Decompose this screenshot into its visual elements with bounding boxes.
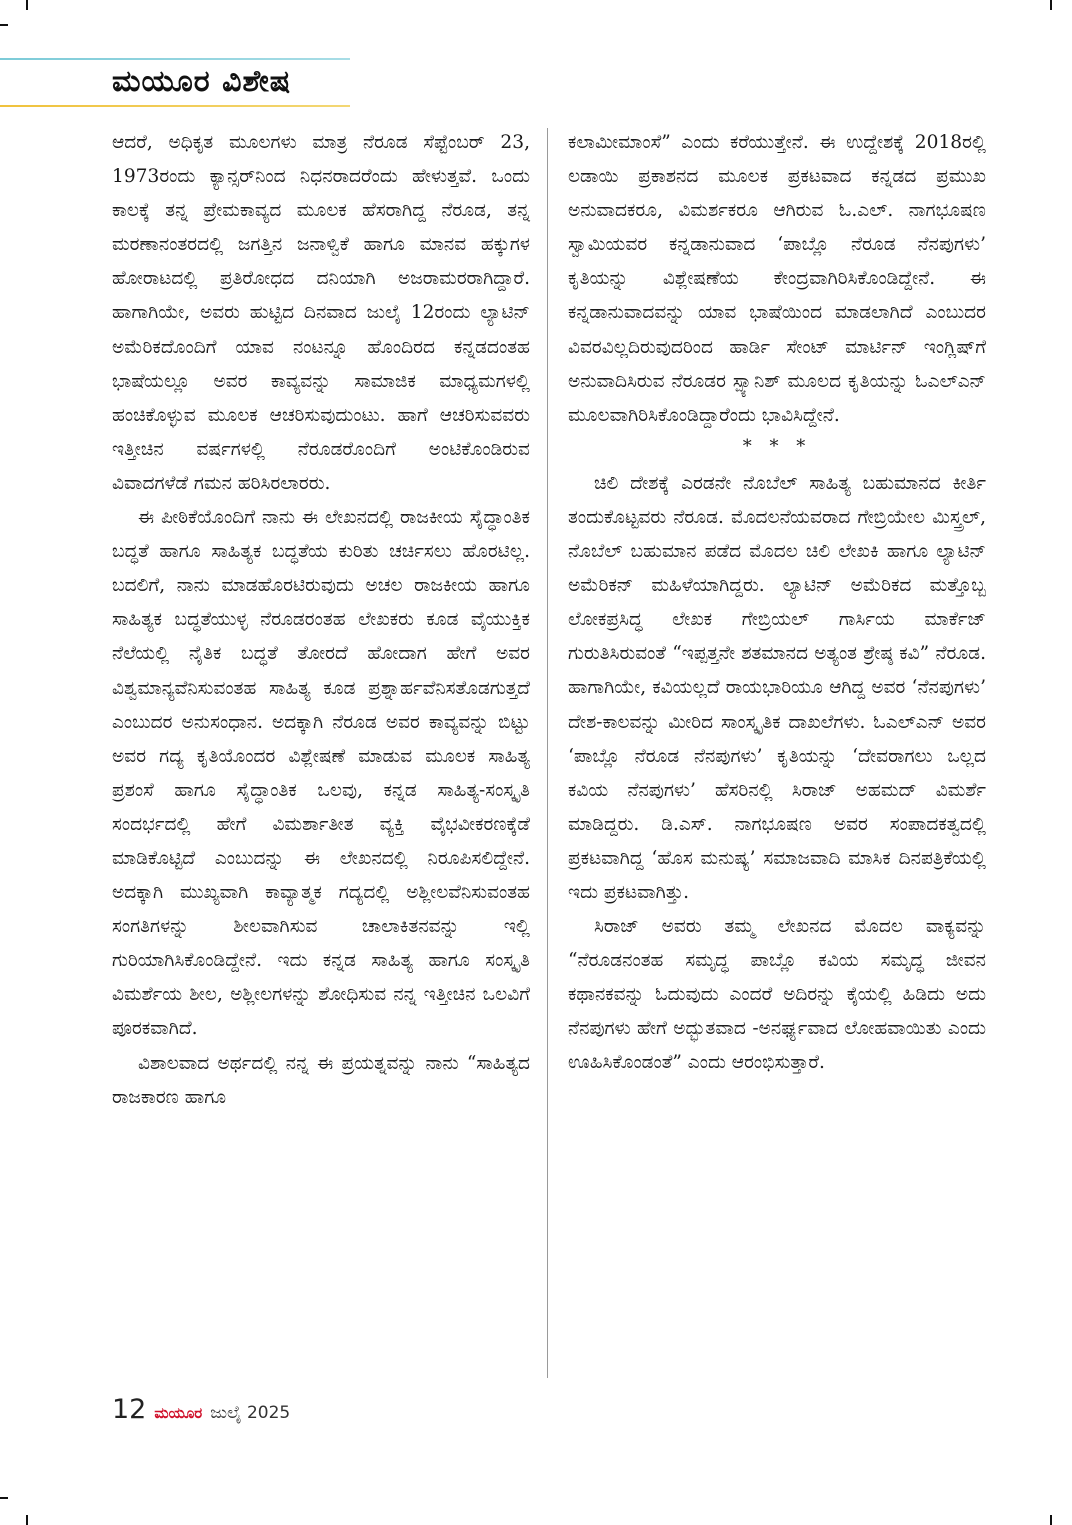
- issue-date: ಜುಲೈ 2025: [210, 1403, 291, 1423]
- crop-mark-bottom-left: [26, 1515, 28, 1525]
- paragraph: ಕಲಾಮೀಮಾಂಸೆ” ಎಂದು ಕರೆಯುತ್ತೇನೆ. ಈ ಉದ್ದೇಶಕ್ಕೆ 2018ರಲ್ಲಿ ಲಡಾಯಿ ಪ್ರಕಾಶನದ ಮೂಲಕ ಪ್ರಕಟವಾದ ಕನ್ನಡದ ಪ್ರಮುಖ ಅನುವಾದಕರೂ, ವಿಮರ್ಶಕರೂ ಆಗಿರುವ ಓ.ಎಲ್. ನಾಗಭೂಷಣ ಸ್ವಾಮಿಯವರ ಕನ್ನಡಾನುವಾದ ‘ಪಾಬ್ಲೊ ನೆರೂಡ ನೆನಪುಗಳು’ ಕೃತಿಯನ್ನು ವಿಶ್ಲೇಷಣೆಯ ಕೇಂದ್ರವಾಗಿರಿಸಿಕೊಂಡಿದ್ದೇನೆ. ಈ ಕನ್ನಡಾನುವಾದವನ್ನು ಯಾವ ಭಾಷೆಯಿಂದ ಮಾಡಲಾಗಿದೆ ಎಂಬುದರ ವಿವರವಿಲ್ಲದಿರುವುದರಿಂದ ಹಾರ್ಡಿ ಸೇಂಟ್ ಮಾರ್ಟಿನ್ ಇಂಗ್ಲಿಷ್‌ಗೆ ಅನುವಾದಿಸಿರುವ ನೆರೂಡರ ಸ್ಪ್ಯಾನಿಶ್ ಮೂಲದ ಕೃತಿಯನ್ನು ಓಎಲ್‌ಎನ್ ಮೂಲವಾಗಿರಿಸಿಕೊಂಡಿದ್ದಾರೆಂದು ಭಾವಿಸಿದ್ದೇನೆ.: [568, 132, 986, 426]
- header-rule-bottom: [0, 105, 350, 107]
- section-title: ಮಯೂರ ವಿಶೇಷ: [112, 64, 292, 99]
- header-rule-top: [0, 58, 350, 60]
- paragraph: ಈ ಪೀಠಿಕೆಯೊಂದಿಗೆ ನಾನು ಈ ಲೇಖನದಲ್ಲಿ ರಾಜಕೀಯ ಸೈದ್ಧಾಂತಿಕ ಬದ್ಧತೆ ಹಾಗೂ ಸಾಹಿತ್ಯಕ ಬದ್ಧತೆಯ ಕುರಿತು ಚರ್ಚಿಸಲು ಹೊರಟಿಲ್ಲ. ಬದಲಿಗೆ, ನಾನು ಮಾಡಹೊರಟಿರುವುದು ಅಚಲ ರಾಜಕೀಯ ಹಾಗೂ ಸಾಹಿತ್ಯಕ ಬದ್ಧತೆಯುಳ್ಳ ನೆರೂಡರಂತಹ ಲೇಖಕರು ಕೂಡ ವೈಯುಕ್ತಿಕ ನೆಲೆಯಲ್ಲಿ ನೈತಿಕ ಬದ್ಧತೆ ತೋರದೆ ಹೋದಾಗ ಹೇಗೆ ಅವರ ವಿಶ್ವಮಾನ್ಯವೆನಿಸುವಂತಹ ಸಾಹಿತ್ಯ ಕೂಡ ಪ್ರಶ್ನಾರ್ಹವೆನಿಸತೊಡಗುತ್ತದೆ ಎಂಬುದರ ಅನುಸಂಧಾನ. ಅದಕ್ಕಾಗಿ ನೆರೂಡ ಅವರ ಕಾವ್ಯವನ್ನು ಬಿಟ್ಟು ಅವರ ಗದ್ಯ ಕೃತಿಯೊಂದರ ವಿಶ್ಲೇಷಣೆ ಮಾಡುವ ಮೂಲಕ ಸಾಹಿತ್ಯ ಪ್ರಶಂಸೆ ಹಾಗೂ ಸೈದ್ಧಾಂತಿಕ ಒಲವು, ಕನ್ನಡ ಸಾಹಿತ್ಯ-ಸಂಸ್ಕೃತಿ ಸಂದರ್ಭದಲ್ಲಿ ಹೇಗೆ ವಿಮರ್ಶಾತೀತ ವ್ಯಕ್ತಿ ವೈಭವೀಕರಣಕ್ಕೆಡೆ ಮಾಡಿಕೊಟ್ಟಿದೆ ಎಂಬುದನ್ನು ಈ ಲೇಖನದಲ್ಲಿ ನಿರೂಪಿಸಲಿದ್ದೇನೆ. ಅದಕ್ಕಾಗಿ ಮುಖ್ಯವಾಗಿ ಕಾವ್ಯಾತ್ಮಕ ಗದ್ಯದಲ್ಲಿ ಅಶ್ಲೀಲವೆನಿಸುವಂತಹ ಸಂಗತಿಗಳನ್ನು ಶೀಲವಾಗಿಸುವ ಚಾಲಾಕಿತನವನ್ನು ಇಲ್ಲಿ ಗುರಿಯಾಗಿಸಿಕೊಂಡಿದ್ದೇನೆ. ಇದು ಕನ್ನಡ ಸಾಹಿತ್ಯ ಹಾಗೂ ಸಂಸ್ಕೃತಿ ವಿಮರ್ಶೆಯ ಶೀಲ, ಅಶ್ಲೀಲಗಳನ್ನು ಶೋಧಿಸುವ ನನ್ನ ಇತ್ತೀಚಿನ ಒಲವಿಗೆ ಪೂರಕವಾಗಿದೆ.: [112, 507, 530, 1040]
- article-column-left: [112, 126, 530, 1115]
- crop-mark-top-right: [1050, 0, 1052, 10]
- magazine-name: ಮಯೂರ: [154, 1404, 203, 1422]
- crop-mark-top-left: [26, 0, 28, 10]
- page-footer: [112, 1394, 290, 1430]
- paragraph: ಚಿಲಿ ದೇಶಕ್ಕೆ ಎರಡನೇ ನೊಬೆಲ್ ಸಾಹಿತ್ಯ ಬಹುಮಾನದ ಕೀರ್ತಿ ತಂದುಕೊಟ್ಟವರು ನೆರೂಡ. ಮೊದಲನೆಯವರಾದ ಗೇಬ್ರಿಯೇಲ ಮಿಸ್ತ್ರಲ್, ನೊಬೆಲ್ ಬಹುಮಾನ ಪಡೆದ ಮೊದಲ ಚಿಲಿ ಲೇಖಕಿ ಹಾಗೂ ಲ್ಯಾಟಿನ್ ಅಮೆರಿಕನ್ ಮಹಿಳೆಯಾಗಿದ್ದರು. ಲ್ಯಾಟಿನ್ ಅಮೆರಿಕದ ಮತ್ತೊಬ್ಬ ಲೋಕಪ್ರಸಿದ್ಧ ಲೇಖಕ ಗೇಬ್ರಿಯಲ್ ಗಾರ್ಸಿಯ ಮಾರ್ಕೆಜ್ ಗುರುತಿಸಿರುವಂತೆ “ಇಪ್ಪತ್ತನೇ ಶತಮಾನದ ಅತ್ಯಂತ ಶ್ರೇಷ್ಠ ಕವಿ” ನೆರೂಡ. ಹಾಗಾಗಿಯೇ, ಕವಿಯಲ್ಲದೆ ರಾಯಭಾರಿಯೂ ಆಗಿದ್ದ ಅವರ ‘ನೆನಪುಗಳು’ ದೇಶ-ಕಾಲವನ್ನು ಮೀರಿದ ಸಾಂಸ್ಕೃತಿಕ ದಾಖಲೆಗಳು. ಓಎಲ್‌ಎನ್ ಅವರ ‘ಪಾಬ್ಲೊ ನೆರೂಡ ನೆನಪುಗಳು’ ಕೃತಿಯನ್ನು ‘ದೇವರಾಗಲು ಒಲ್ಲದ ಕವಿಯ ನೆನಪುಗಳು’ ಹೆಸರಿನಲ್ಲಿ ಸಿರಾಜ್ ಅಹಮದ್ ವಿಮರ್ಶೆ ಮಾಡಿದ್ದರು. ಡಿ.ಎಸ್. ನಾಗಭೂಷಣ ಅವರ ಸಂಪಾದಕತ್ವದಲ್ಲಿ ಪ್ರಕಟವಾಗಿದ್ದ ‘ಹೊಸ ಮನುಷ್ಯ’ ಸಮಾಜವಾದಿ ಮಾಸಿಕ ದಿನಪತ್ರಿಕೆಯಲ್ಲಿ ಇದು ಪ್ರಕಟವಾಗಿತ್ತು.: [568, 472, 986, 903]
- crop-mark-left-upper: [0, 24, 8, 26]
- crop-mark-left-lower: [0, 1497, 8, 1499]
- paragraph: ಸಿರಾಜ್ ಅವರು ತಮ್ಮ ಲೇಖನದ ಮೊದಲ ವಾಕ್ಯವನ್ನು “ನೆರೂಡನಂತಹ ಸಮೃದ್ಧ ಪಾಬ್ಲೊ ಕವಿಯ ಸಮೃದ್ಧ ಜೀವನ ಕಥಾನಕವನ್ನು ಓದುವುದು ಎಂದರೆ ಅದಿರನ್ನು ಕೈಯಲ್ಲಿ ಹಿಡಿದು ಅದು ನೆನಪುಗಳು ಹೇಗೆ ಅದ್ಭುತವಾದ -ಅನರ್ಘ್ಯವಾದ ಲೋಹವಾಯಿತು ಎಂದು ಊಹಿಸಿಕೊಂಡಂತೆ” ಎಂದು ಆರಂಭಿಸುತ್ತಾರೆ.: [568, 916, 986, 1074]
- crop-mark-bottom-right: [1050, 1515, 1052, 1525]
- page-number: 12: [112, 1394, 147, 1425]
- paragraph: ವಿಶಾಲವಾದ ಅರ್ಥದಲ್ಲಿ ನನ್ನ ಈ ಪ್ರಯತ್ನವನ್ನು ನಾನು “ಸಾಹಿತ್ಯದ ರಾಜಕಾರಣ ಹಾಗೂ: [112, 1052, 530, 1108]
- paragraph: ಆದರೆ, ಅಧಿಕೃತ ಮೂಲಗಳು ಮಾತ್ರ ನೆರೂಡ ಸೆಪ್ಟೆಂಬರ್ 23, 1973ರಂದು ಕ್ಯಾನ್ಸರ್‌ನಿಂದ ನಿಧನರಾದರೆಂದು ಹೇಳುತ್ತವೆ. ಒಂದು ಕಾಲಕ್ಕೆ ತನ್ನ ಪ್ರೇಮಕಾವ್ಯದ ಮೂಲಕ ಹೆಸರಾಗಿದ್ದ ನೆರೂಡ, ತನ್ನ ಮರಣಾನಂತರದಲ್ಲಿ ಜಗತ್ತಿನ ಜನಾಳ್ವಿಕೆ ಹಾಗೂ ಮಾನವ ಹಕ್ಕುಗಳ ಹೋರಾಟದಲ್ಲಿ ಪ್ರತಿರೋಧದ ದನಿಯಾಗಿ ಅಜರಾಮರರಾಗಿದ್ದಾರೆ. ಹಾಗಾಗಿಯೇ, ಅವರು ಹುಟ್ಟಿದ ದಿನವಾದ ಜುಲೈ 12ರಂದು ಲ್ಯಾಟಿನ್ ಅಮೆರಿಕದೊಂದಿಗೆ ಯಾವ ನಂಟನ್ನೂ ಹೊಂದಿರದ ಕನ್ನಡದಂತಹ ಭಾಷೆಯಲ್ಲೂ ಅವರ ಕಾವ್ಯವನ್ನು ಸಾಮಾಜಿಕ ಮಾಧ್ಯಮಗಳಲ್ಲಿ ಹಂಚಿಕೊಳ್ಳುವ ಮೂಲಕ ಆಚರಿಸುವುದುಂಟು. ಹಾಗೆ ಆಚರಿಸುವವರು ಇತ್ತೀಚಿನ ವರ್ಷಗಳಲ್ಲಿ ನೆರೂಡರೊಂದಿಗೆ ಅಂಟಿಕೊಂಡಿರುವ ವಿವಾದಗಳೆಡೆ ಗಮನ ಹರಿಸಿರಲಾರರು.: [112, 132, 530, 494]
- article-column-right: [568, 126, 986, 1081]
- column-divider: [547, 128, 548, 1378]
- section-separator: * * *: [742, 435, 812, 457]
